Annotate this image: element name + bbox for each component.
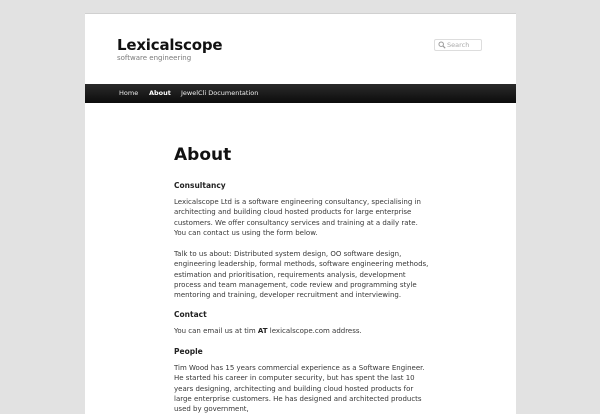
contact-at: AT: [257, 327, 268, 335]
nav-item-jewelcli-documentation[interactable]: JewelCli Documentation: [181, 89, 259, 97]
nav-item-home[interactable]: Home: [119, 89, 139, 97]
site-title[interactable]: Lexicalscope: [117, 36, 223, 54]
search-icon: [438, 41, 446, 49]
consultancy-paragraph-1: Lexicalscope Ltd is a software engineering consultancy, specialising in architecting and building cloud hosted products for large enterprise customers. We offer consultancy services and training at a daily rate. You can contact us using the form below.: [174, 198, 421, 237]
search-input[interactable]: [447, 40, 481, 50]
nav-item-about[interactable]: About: [149, 89, 171, 97]
consultancy-paragraph-2: Talk to us about: Distributed system design, OO software design, engineering leadership, formal methods, software engineering methods, estimation and prioritisation, requirements analysis, development process and team management, code review and programming style mentoring and training, developer recruitment and interviewing.: [174, 250, 429, 300]
search-box[interactable]: [434, 39, 482, 51]
site-description: software engineering: [117, 54, 192, 62]
section-heading-contact: Contact: [174, 310, 207, 319]
contact-suffix: lexicalscope.com address.: [267, 327, 362, 335]
main-navigation: [85, 84, 516, 103]
contact-paragraph: [174, 326, 432, 336]
section-heading-consultancy: Consultancy: [174, 181, 226, 190]
contact-prefix: You can email us at tim: [174, 327, 258, 335]
page-title: About: [174, 145, 232, 165]
people-paragraph-1: Tim Wood has 15 years commercial experience as a Software Engineer. He started his career in computer security, but has spent the last 10 years designing, architecting and building cloud hosted products for large enterprise customers. He has designed and architected products used by government,: [174, 364, 425, 414]
page-container: [85, 13, 516, 414]
section-heading-people: People: [174, 347, 203, 356]
